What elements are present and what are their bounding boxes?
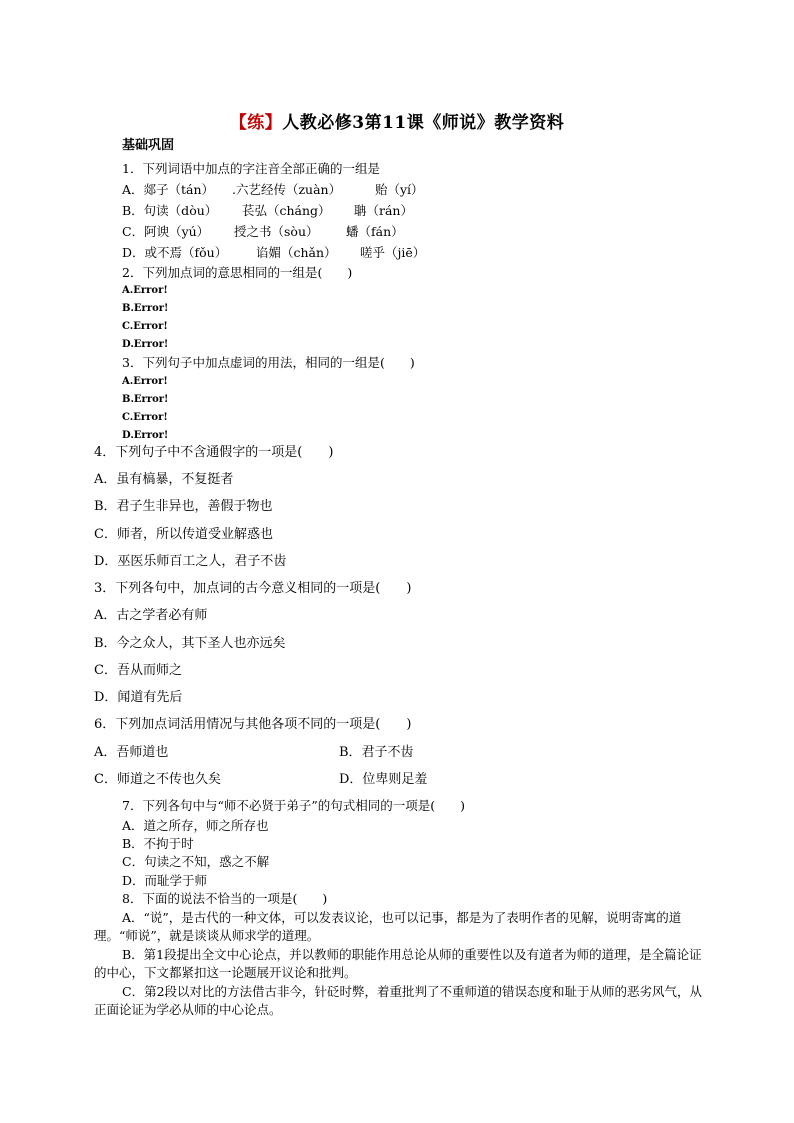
q1-b-2: 苌弘（cháng） (242, 203, 331, 218)
section-heading: 基础巩固 (122, 138, 175, 153)
q2-option-d: D.Error! (122, 339, 169, 350)
q3a-option-a: A.Error! (122, 376, 168, 387)
q1-d-3: 嗟乎（jiē） (360, 245, 426, 260)
q8-option-b: B．第1段提出全文中心论点，并以教师的职能作用总论从师的重要性以及有道者为师的道理，是全篇论证的中心，下文都紧扣这一论题展开议论和批判。 (94, 947, 702, 980)
q1-stem: 1．下列词语中加点的字注音全部正确的一组是 (122, 161, 380, 176)
q3a-option-b: B.Error! (122, 394, 169, 405)
q6-option-d: D．位卑则足羞 (339, 772, 428, 787)
q6-option-c: C．师道之不传也久矣 (94, 772, 221, 787)
q7-stem: 7．下列各句中与“师不必贤于弟子”的句式相同的一项是( ) (122, 798, 465, 813)
q4-option-c: C．师者，所以传道受业解惑也 (94, 527, 273, 542)
q4-option-b: B．君子生非异也，善假于物也 (94, 499, 273, 514)
q1-option-b (122, 203, 413, 219)
q1-a-3: 贻（yí） (375, 182, 424, 197)
q1-option-d (122, 245, 426, 261)
q3b-option-a: A．古之学者必有师 (94, 608, 208, 623)
q2-option-c: C.Error! (122, 321, 168, 332)
q1-a-2: .六艺经传（zuàn） (232, 182, 342, 197)
q2-option-b: B.Error! (122, 303, 169, 314)
q1-d-1: D．或不焉（fǒu） (122, 245, 228, 260)
q3a-stem: 3．下列句子中加点虚词的用法，相同的一组是( ) (122, 355, 415, 370)
q4-stem: 4．下列句子中不含通假字的一项是( ) (94, 445, 334, 460)
q1-option-a (122, 182, 424, 198)
q8-option-c: C．第2段以对比的方法借古非今，针砭时弊，着重批判了不重师道的错误态度和耻于从师的恶劣风气，从正面论证为学必从师的中心论点。 (94, 984, 703, 1017)
q7-option-a: A．道之所存，师之所存也 (122, 818, 269, 833)
q1-c-2: 授之书（sòu） (234, 224, 319, 239)
q3b-option-d: D．闻道有先后 (94, 690, 183, 705)
q4-option-a: A．虽有槁暴，不复挺者 (94, 472, 234, 487)
q6-option-a: A．吾师道也 (94, 745, 169, 760)
q1-option-c (122, 224, 404, 240)
q6-stem: 6．下列加点词活用情况与其他各项不同的一项是( ) (94, 717, 412, 732)
q2-option-a: A.Error! (122, 285, 168, 296)
title-text: 人教必修3第11课《师说》教学资料 (282, 113, 565, 133)
q1-b-3: 聃（rán） (354, 203, 413, 218)
q3b-option-b: B．今之众人，其下圣人也亦远矣 (94, 636, 286, 651)
q1-c-3: 蟠（fán） (346, 224, 404, 239)
q8-stem: 8．下面的说法不恰当的一项是( ) (122, 891, 328, 906)
page-title (0, 108, 794, 133)
q1-c-1: C．阿谀（yú） (122, 224, 210, 239)
q3b-option-c: C．吾从而师之 (94, 663, 182, 678)
q2-stem: 2．下列加点词的意思相同的一组是( ) (122, 265, 353, 280)
q7-option-d: D．而耻学于师 (122, 873, 208, 888)
q8-option-a: A．“说”，是古代的一种文体，可以发表议论，也可以记事，都是为了表明作者的见解，说明寄寓的道理。“师说”，就是谈谈从师求学的道理。 (94, 910, 682, 943)
q1-d-2: 谄媚（chǎn） (256, 245, 337, 260)
q6-option-b: B．君子不齿 (339, 745, 414, 760)
q7-option-b: B．不拘于时 (122, 836, 194, 851)
q3a-option-d: D.Error! (122, 430, 169, 441)
q7-option-c: C．句读之不知，惑之不解 (122, 854, 270, 869)
q3a-option-c: C.Error! (122, 412, 168, 423)
q4-option-d: D．巫医乐师百工之人，君子不齿 (94, 554, 287, 569)
q1-a-1: A．郯子（tán） (122, 182, 215, 197)
title-bracket: 【练】 (229, 113, 283, 133)
q1-b-1: B．句读（dòu） (122, 203, 218, 218)
q3b-stem: 3．下列各句中，加点词的古今意义相同的一项是( ) (94, 581, 412, 596)
